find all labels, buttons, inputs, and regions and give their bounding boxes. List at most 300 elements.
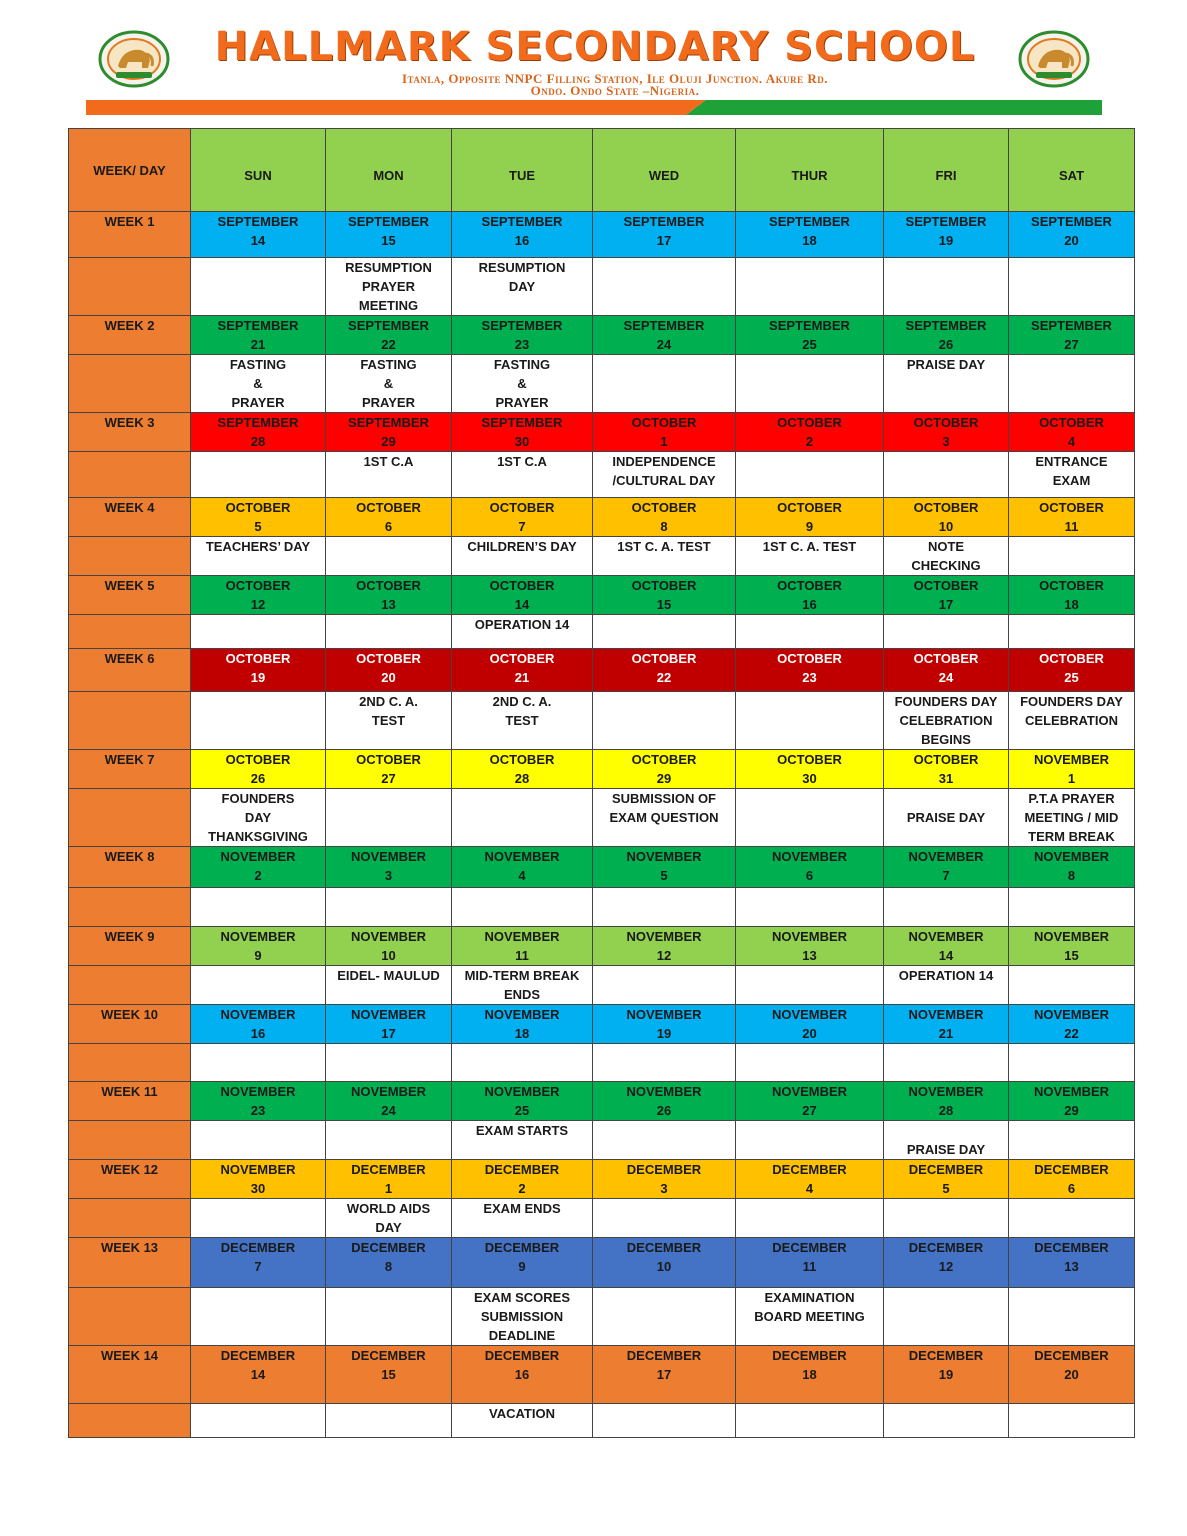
event-line — [1009, 1288, 1134, 1307]
event-line — [736, 355, 883, 374]
date-cell — [593, 316, 736, 355]
date-cell — [593, 413, 736, 452]
date-cell — [452, 750, 593, 789]
date-cell — [191, 576, 326, 615]
date-month: NOVEMBER — [626, 1084, 702, 1099]
event-cell — [452, 1199, 593, 1238]
event-line: VACATION — [489, 1406, 555, 1421]
event-cell — [191, 355, 326, 413]
date-cell — [593, 750, 736, 789]
event-line: FASTING — [229, 357, 287, 372]
event-line — [452, 789, 592, 808]
date-cell — [191, 750, 326, 789]
date-cell — [452, 498, 593, 537]
date-cell — [736, 649, 884, 692]
date-month: OCTOBER — [913, 651, 979, 666]
date-month: DECEMBER — [484, 1162, 560, 1177]
date-month: SEPTEMBER — [623, 214, 705, 229]
date-cell — [593, 847, 736, 888]
event-line: DAY — [244, 810, 272, 825]
event-cell — [191, 258, 326, 316]
date-day: 26 — [938, 337, 954, 352]
date-day: 15 — [381, 1367, 396, 1382]
date-cell — [191, 927, 326, 966]
event-line: BOARD MEETING — [754, 1309, 865, 1324]
date-day: 4 — [518, 868, 526, 883]
date-day: 19 — [938, 233, 954, 248]
date-month: DECEMBER — [772, 1162, 847, 1177]
date-day: 21 — [514, 670, 530, 685]
week-spacer — [69, 258, 191, 316]
event-line — [884, 1288, 1008, 1307]
date-day: 24 — [938, 670, 954, 685]
event-cell — [884, 452, 1009, 498]
date-day: 22 — [656, 670, 672, 685]
event-line — [884, 258, 1008, 277]
date-cell — [1009, 927, 1135, 966]
date-day: 23 — [802, 670, 817, 685]
week-spacer — [69, 1199, 191, 1238]
date-day: 13 — [802, 948, 817, 963]
date-month: NOVEMBER — [771, 1007, 848, 1022]
week-label: WEEK 5 — [69, 576, 191, 615]
date-month: NOVEMBER — [350, 929, 427, 944]
event-line: SUBMISSION OF — [611, 791, 716, 806]
week-12-event-row — [69, 1199, 1135, 1238]
date-day: 28 — [938, 1103, 954, 1118]
date-month: NOVEMBER — [220, 1084, 296, 1099]
event-cell — [452, 1288, 593, 1346]
date-cell — [736, 316, 884, 355]
event-cell — [191, 789, 326, 847]
date-day: 25 — [802, 337, 817, 352]
event-cell — [326, 452, 452, 498]
event-line: FASTING — [493, 357, 551, 372]
date-cell — [326, 212, 452, 258]
event-line: FASTING — [360, 357, 417, 372]
event-line — [1009, 1044, 1134, 1063]
date-cell — [884, 1082, 1009, 1121]
school-crest-left — [98, 30, 170, 88]
date-cell — [326, 576, 452, 615]
week-11-event-row — [69, 1121, 1135, 1160]
date-day: 11 — [802, 1259, 817, 1274]
event-line: TERM BREAK — [1028, 829, 1115, 844]
date-day: 16 — [802, 597, 817, 612]
date-cell — [326, 927, 452, 966]
event-line — [593, 615, 735, 634]
date-month: OCTOBER — [913, 500, 979, 515]
date-day: 23 — [514, 337, 530, 352]
event-cell — [593, 888, 736, 927]
event-cell — [736, 789, 884, 847]
week-3-event-row — [69, 452, 1135, 498]
event-line — [1009, 1121, 1134, 1140]
event-line — [326, 888, 451, 907]
event-cell — [326, 1121, 452, 1160]
date-cell — [1009, 1005, 1135, 1044]
day-header-sun: SUN — [191, 129, 326, 212]
event-cell — [1009, 537, 1135, 576]
week-11-date-row — [69, 1082, 1135, 1121]
date-cell — [326, 649, 452, 692]
date-cell — [593, 1082, 736, 1121]
date-month: NOVEMBER — [484, 1084, 560, 1099]
date-month: DECEMBER — [772, 1240, 847, 1255]
event-cell — [452, 355, 593, 413]
event-line: PRAISE DAY — [906, 810, 986, 825]
date-day: 7 — [254, 1259, 262, 1274]
event-cell — [593, 1404, 736, 1438]
date-cell — [736, 750, 884, 789]
date-month: DECEMBER — [626, 1348, 702, 1363]
date-month: NOVEMBER — [1033, 1007, 1110, 1022]
date-cell — [1009, 576, 1135, 615]
event-cell — [884, 1288, 1009, 1346]
event-line: CHECKING — [911, 558, 981, 573]
date-month: DECEMBER — [351, 1348, 426, 1363]
event-cell — [593, 615, 736, 649]
event-cell — [452, 615, 593, 649]
event-line — [593, 1288, 735, 1307]
event-cell — [1009, 355, 1135, 413]
date-day: 26 — [250, 771, 266, 786]
date-cell — [1009, 316, 1135, 355]
date-month: OCTOBER — [1039, 500, 1104, 515]
event-line: TEST — [505, 713, 539, 728]
date-month: NOVEMBER — [771, 929, 848, 944]
day-header-wed: WED — [593, 129, 736, 212]
date-month: NOVEMBER — [220, 1007, 296, 1022]
date-month: NOVEMBER — [350, 1007, 427, 1022]
event-cell — [326, 966, 452, 1005]
date-day: 2 — [518, 1181, 526, 1196]
date-month: OCTOBER — [1039, 415, 1104, 430]
event-line — [593, 1404, 735, 1423]
date-month: NOVEMBER — [350, 849, 427, 864]
event-line: & — [253, 376, 263, 391]
date-day: 16 — [514, 233, 530, 248]
date-day: 29 — [1064, 1103, 1079, 1118]
date-month: NOVEMBER — [220, 929, 296, 944]
week-spacer — [69, 355, 191, 413]
date-day: 11 — [515, 948, 529, 963]
event-line — [191, 888, 325, 907]
date-month: SEPTEMBER — [217, 415, 299, 430]
date-day: 18 — [514, 1026, 530, 1041]
week-14-event-row — [69, 1404, 1135, 1438]
event-cell — [736, 537, 884, 576]
date-month: DECEMBER — [1034, 1240, 1109, 1255]
date-day: 20 — [1064, 1367, 1079, 1382]
week-label: WEEK 6 — [69, 649, 191, 692]
date-cell — [884, 649, 1009, 692]
date-month: SEPTEMBER — [1031, 318, 1112, 333]
event-line — [736, 1044, 883, 1063]
event-line: CELEBRATION — [1025, 713, 1118, 728]
date-month: DECEMBER — [1034, 1348, 1109, 1363]
event-cell — [736, 1288, 884, 1346]
date-day: 30 — [514, 434, 530, 449]
event-cell — [191, 537, 326, 576]
date-cell — [191, 1346, 326, 1404]
date-month: DECEMBER — [220, 1348, 296, 1363]
date-day: 3 — [660, 1181, 668, 1196]
event-line: PRAYER — [495, 395, 549, 410]
date-cell — [326, 498, 452, 537]
date-day: 16 — [250, 1026, 266, 1041]
date-cell — [884, 576, 1009, 615]
week-label: WEEK 8 — [69, 847, 191, 888]
date-day: 22 — [1064, 1026, 1079, 1041]
date-cell — [191, 1005, 326, 1044]
date-month: NOVEMBER — [220, 849, 296, 864]
event-cell — [326, 789, 452, 847]
event-line: EXAM ENDS — [483, 1201, 561, 1216]
week-3-date-row — [69, 413, 1135, 452]
date-month: OCTOBER — [777, 500, 842, 515]
date-day: 10 — [656, 1259, 672, 1274]
date-cell — [1009, 413, 1135, 452]
date-cell — [452, 1082, 593, 1121]
event-line: 2ND C. A. — [359, 694, 418, 709]
week-spacer — [69, 1404, 191, 1438]
event-cell — [736, 355, 884, 413]
event-line — [736, 258, 883, 277]
event-line: DEADLINE — [488, 1328, 556, 1343]
date-day: 3 — [384, 868, 393, 883]
event-line: EXAM STARTS — [475, 1123, 569, 1138]
event-line: WORLD AIDS — [346, 1201, 431, 1216]
event-line: OPERATION 14 — [474, 617, 570, 632]
event-cell — [884, 615, 1009, 649]
date-cell — [884, 847, 1009, 888]
event-line: TEST — [371, 713, 406, 728]
date-day: 4 — [805, 1181, 814, 1196]
event-line — [1009, 258, 1134, 277]
date-cell — [191, 847, 326, 888]
date-month: NOVEMBER — [350, 1084, 427, 1099]
date-cell — [452, 1238, 593, 1288]
date-month: SEPTEMBER — [348, 318, 429, 333]
date-day: 19 — [938, 1367, 954, 1382]
date-day: 31 — [938, 771, 954, 786]
date-day: 13 — [381, 597, 396, 612]
event-line — [326, 1288, 451, 1307]
date-cell — [191, 413, 326, 452]
week-13-date-row — [69, 1238, 1135, 1288]
date-day: 6 — [1067, 1181, 1076, 1196]
event-cell — [326, 355, 452, 413]
week-10-event-row — [69, 1044, 1135, 1082]
event-cell — [452, 1044, 593, 1082]
event-cell — [1009, 1199, 1135, 1238]
event-cell — [1009, 1288, 1135, 1346]
week-label: WEEK 3 — [69, 413, 191, 452]
date-day: 1 — [1067, 771, 1076, 786]
date-cell — [452, 1160, 593, 1199]
date-month: OCTOBER — [913, 415, 979, 430]
term-calendar-table — [68, 128, 1135, 1438]
date-day: 9 — [254, 948, 262, 963]
date-cell — [326, 1005, 452, 1044]
date-day: 2 — [805, 434, 814, 449]
date-month: NOVEMBER — [908, 929, 984, 944]
date-month: NOVEMBER — [626, 929, 702, 944]
event-line — [191, 1121, 325, 1140]
event-line — [1009, 888, 1134, 907]
date-month: SEPTEMBER — [623, 318, 705, 333]
event-line: PRAYER — [362, 279, 415, 294]
event-line: RESUMPTION — [478, 260, 566, 275]
date-cell — [191, 498, 326, 537]
event-cell — [326, 888, 452, 927]
date-day: 28 — [250, 434, 266, 449]
date-day: 27 — [1064, 337, 1079, 352]
event-cell — [1009, 692, 1135, 750]
date-day: 17 — [938, 597, 954, 612]
week-label: WEEK 14 — [69, 1346, 191, 1404]
event-cell — [884, 537, 1009, 576]
date-cell — [191, 212, 326, 258]
event-line: BEGINS — [921, 732, 971, 747]
date-cell — [593, 927, 736, 966]
event-cell — [326, 1044, 452, 1082]
event-line: PRAISE DAY — [906, 1142, 986, 1157]
date-month: NOVEMBER — [626, 849, 702, 864]
corner-header: WEEK/ DAY — [69, 129, 191, 212]
event-line — [452, 1044, 592, 1063]
event-line: 2ND C. A. — [492, 694, 552, 709]
date-day: 15 — [381, 233, 396, 248]
event-cell — [326, 692, 452, 750]
date-month: NOVEMBER — [771, 849, 848, 864]
date-day: 6 — [805, 868, 814, 883]
event-line — [736, 615, 883, 634]
week-spacer — [69, 789, 191, 847]
date-day: 14 — [514, 597, 530, 612]
event-line — [736, 452, 883, 471]
date-month: OCTOBER — [225, 500, 291, 515]
event-cell — [736, 966, 884, 1005]
week-14-date-row — [69, 1346, 1135, 1404]
date-cell — [736, 413, 884, 452]
date-day: 15 — [1064, 948, 1079, 963]
event-line — [593, 1199, 735, 1218]
week-10-date-row — [69, 1005, 1135, 1044]
date-day: 19 — [656, 1026, 672, 1041]
event-line — [736, 692, 883, 711]
event-cell — [191, 966, 326, 1005]
event-cell — [884, 355, 1009, 413]
date-cell — [593, 576, 736, 615]
event-line: P.T.A PRAYER — [1028, 791, 1115, 806]
week-spacer — [69, 888, 191, 927]
date-month: NOVEMBER — [220, 1162, 296, 1177]
event-line: /CULTURAL DAY — [612, 473, 716, 488]
date-cell — [452, 847, 593, 888]
date-cell — [1009, 649, 1135, 692]
date-month: OCTOBER — [1039, 578, 1104, 593]
date-month: DECEMBER — [1034, 1162, 1109, 1177]
date-day: 17 — [656, 233, 672, 248]
event-line: PRAISE DAY — [906, 357, 986, 372]
event-cell — [593, 355, 736, 413]
date-day: 29 — [381, 434, 396, 449]
date-cell — [326, 847, 452, 888]
week-spacer — [69, 615, 191, 649]
date-cell — [884, 1346, 1009, 1404]
event-cell — [191, 888, 326, 927]
event-cell — [884, 789, 1009, 847]
date-day: 17 — [656, 1367, 672, 1382]
date-month: OCTOBER — [356, 578, 421, 593]
event-line: EXAM SCORES — [473, 1290, 571, 1305]
event-cell — [191, 1404, 326, 1438]
date-cell — [452, 1346, 593, 1404]
event-cell — [1009, 789, 1135, 847]
date-cell — [326, 1082, 452, 1121]
date-month: OCTOBER — [489, 578, 555, 593]
date-month: NOVEMBER — [1033, 849, 1110, 864]
date-cell — [593, 498, 736, 537]
event-cell — [452, 966, 593, 1005]
event-line: ENTRANCE — [1035, 454, 1108, 469]
event-cell — [326, 615, 452, 649]
date-day: 8 — [384, 1259, 393, 1274]
event-line — [736, 1404, 883, 1423]
date-day: 20 — [802, 1026, 817, 1041]
event-cell — [191, 1288, 326, 1346]
event-line — [884, 789, 1008, 808]
event-line: OPERATION 14 — [898, 968, 994, 983]
event-line — [884, 888, 1008, 907]
date-day: 12 — [250, 597, 266, 612]
event-line: 1ST C.A — [363, 454, 414, 469]
date-month: OCTOBER — [631, 752, 697, 767]
date-day: 14 — [250, 1367, 266, 1382]
date-month: OCTOBER — [913, 578, 979, 593]
event-cell — [736, 258, 884, 316]
day-header-fri: FRI — [884, 129, 1009, 212]
date-month: OCTOBER — [356, 651, 421, 666]
date-day: 10 — [381, 948, 396, 963]
date-cell — [593, 1238, 736, 1288]
event-line: & — [383, 376, 394, 391]
date-day: 17 — [381, 1026, 396, 1041]
date-day: 2 — [254, 868, 262, 883]
date-day: 15 — [656, 597, 672, 612]
event-cell — [452, 789, 593, 847]
date-day: 6 — [384, 519, 393, 534]
event-cell — [1009, 258, 1135, 316]
event-cell — [1009, 966, 1135, 1005]
week-label: WEEK 10 — [69, 1005, 191, 1044]
date-cell — [884, 927, 1009, 966]
date-day: 4 — [1067, 434, 1076, 449]
date-day: 29 — [656, 771, 672, 786]
event-line — [1009, 615, 1134, 634]
event-cell — [593, 1288, 736, 1346]
event-cell — [326, 1288, 452, 1346]
date-month: NOVEMBER — [771, 1084, 848, 1099]
date-month: SEPTEMBER — [769, 214, 850, 229]
event-line: TEACHERS’ DAY — [205, 539, 311, 554]
date-day: 14 — [938, 948, 954, 963]
date-month: OCTOBER — [631, 578, 697, 593]
event-cell — [884, 692, 1009, 750]
date-month: DECEMBER — [626, 1162, 702, 1177]
